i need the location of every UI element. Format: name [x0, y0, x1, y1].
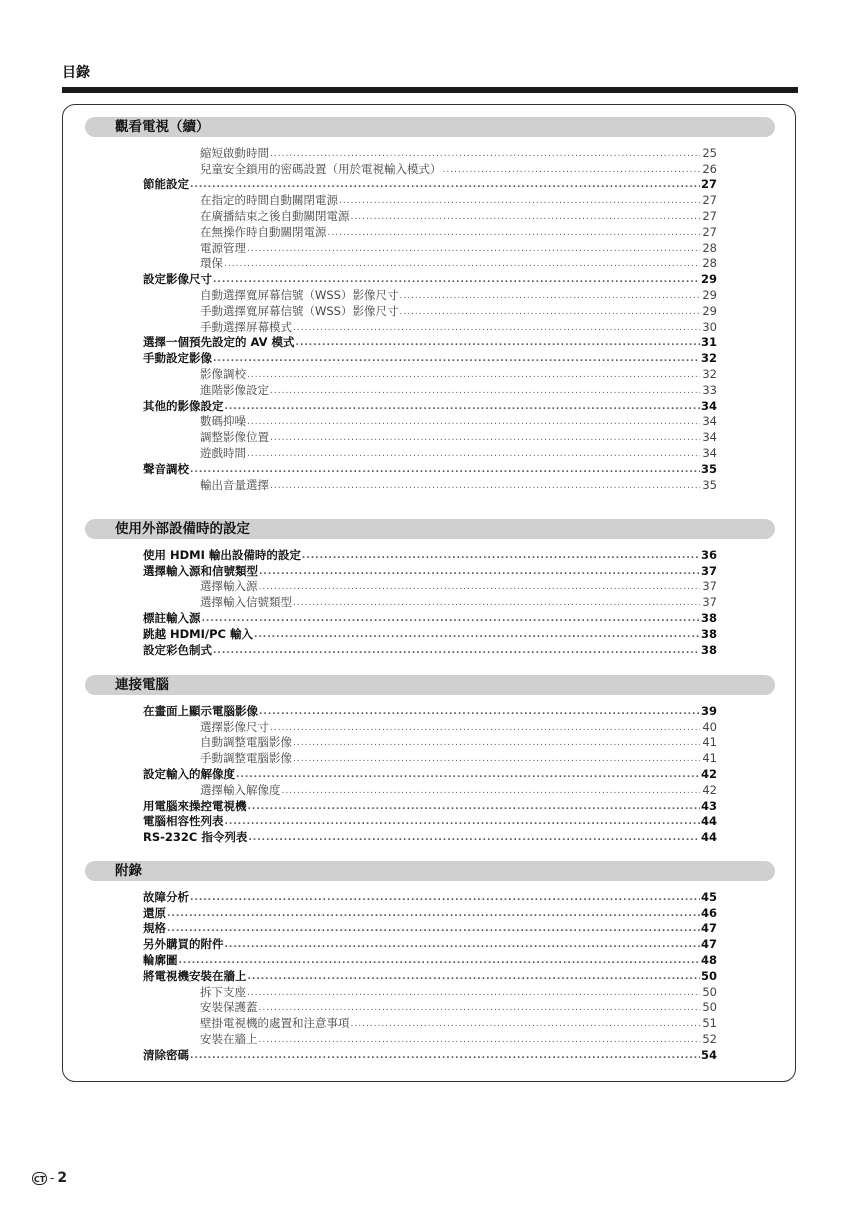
- dot-leader: [254, 629, 700, 641]
- dot-leader: [225, 401, 700, 413]
- toc-entry[interactable]: [143, 999, 717, 1015]
- toc-entry[interactable]: [143, 207, 717, 223]
- toc-entry-label: 選擇輸入源和信號類型: [143, 563, 258, 578]
- toc-entry[interactable]: [143, 967, 717, 983]
- dot-leader: [328, 227, 701, 239]
- toc-entry-label: 用電腦來操控電視機: [143, 798, 247, 813]
- toc-entry-label: 電腦相容性列表: [143, 814, 224, 829]
- dot-leader: [270, 722, 700, 734]
- toc-entry-page: 29: [702, 287, 717, 302]
- dot-leader: [270, 148, 700, 160]
- toc-entry[interactable]: [143, 641, 717, 657]
- toc-entry[interactable]: [143, 349, 717, 365]
- toc-entry[interactable]: [143, 223, 717, 239]
- toc-entry[interactable]: [143, 428, 717, 444]
- toc-entry-page: 51: [702, 1016, 717, 1031]
- dot-leader: [247, 987, 700, 999]
- toc-entry-page: 50: [700, 968, 717, 983]
- dot-leader: [247, 416, 700, 428]
- toc-entry-label: 選擇影像尺寸: [200, 719, 269, 734]
- dot-leader: [247, 369, 700, 381]
- toc-entry-label: 將電視機安裝在牆上: [143, 968, 247, 983]
- toc-entry-label: 調整影像位置: [200, 430, 269, 445]
- toc-entry-label: 安裝保護蓋: [200, 1000, 258, 1015]
- toc-entry-label: 選擇輸入源: [200, 579, 258, 594]
- toc-entry-label: 遊戲時間: [200, 445, 246, 460]
- toc-entry-label: 壁掛電視機的處置和注意事項: [200, 1016, 350, 1031]
- toc-entry-page: 27: [700, 177, 717, 192]
- toc-entry-page: 32: [700, 351, 717, 366]
- page-title: 目錄: [62, 65, 90, 81]
- toc-entry-page: 34: [702, 430, 717, 445]
- toc-entry-label: 選擇一個預先設定的 AV 模式: [143, 335, 295, 350]
- dot-leader: [399, 306, 700, 318]
- toc-entry-label: 規格: [143, 921, 166, 936]
- toc-entry-page: 47: [700, 937, 717, 952]
- dot-leader: [259, 581, 701, 593]
- toc-entry-page: 38: [700, 610, 717, 625]
- dot-leader: [270, 432, 700, 444]
- dot-leader: [190, 892, 700, 904]
- section-title: 使用外部設備時的設定: [115, 521, 250, 537]
- toc-entry[interactable]: [143, 365, 717, 381]
- toc-entry-page: 32: [702, 366, 717, 381]
- toc-entry-label: 自動調整電腦影像: [200, 735, 292, 750]
- toc-entry-label: 手動調整電腦影像: [200, 751, 292, 766]
- toc-entry-page: 52: [702, 1031, 717, 1046]
- section-entries: [143, 144, 717, 492]
- toc-entry-label: 清除密碼: [143, 1047, 189, 1062]
- toc-entry-page: 27: [702, 208, 717, 223]
- toc-entry-page: 34: [702, 414, 717, 429]
- section-header-bar: [85, 519, 775, 539]
- dot-leader: [302, 550, 700, 562]
- dot-leader: [270, 480, 700, 492]
- footer-separator: -: [50, 1171, 55, 1185]
- toc-entry-label: 安裝在牆上: [200, 1031, 258, 1046]
- toc-entry-page: 41: [702, 735, 717, 750]
- dot-leader: [167, 923, 700, 935]
- section-header-bar: [85, 675, 775, 695]
- toc-entry-label: RS-232C 指令列表: [143, 830, 248, 845]
- dot-leader: [259, 1002, 701, 1014]
- dot-leader: [293, 737, 700, 749]
- section-entries: [143, 546, 717, 657]
- toc-entry-page: 50: [702, 984, 717, 999]
- dot-leader: [248, 971, 700, 983]
- toc-entry-page: 44: [700, 830, 717, 845]
- toc-entry-label: 設定影像尺寸: [143, 272, 212, 287]
- dot-leader: [190, 464, 700, 476]
- dot-leader: [247, 448, 700, 460]
- toc-entry-label: 選擇輸入解像度: [200, 782, 281, 797]
- toc-entry[interactable]: [143, 951, 717, 967]
- toc-entry[interactable]: [143, 444, 717, 460]
- toc-entry[interactable]: [143, 609, 717, 625]
- toc-entry[interactable]: [143, 318, 717, 334]
- toc-entry-label: 選擇輸入信號類型: [200, 595, 292, 610]
- toc-entry-page: 28: [702, 256, 717, 271]
- toc-entry-label: 拆下支座: [200, 984, 246, 999]
- dot-leader: [259, 706, 700, 718]
- toc-entry-label: 其他的影像設定: [143, 398, 224, 413]
- toc-entry[interactable]: [143, 813, 717, 829]
- toc-entry[interactable]: [143, 255, 717, 271]
- toc-entry-label: 手動選擇寬屏幕信號（WSS）影像尺寸: [200, 303, 399, 318]
- dot-leader: [293, 322, 700, 334]
- toc-entry-label: 還原: [143, 905, 166, 920]
- toc-entry-page: 48: [700, 952, 717, 967]
- dot-leader: [296, 337, 700, 349]
- toc-entry-label: 聲音調校: [143, 461, 189, 476]
- toc-entry[interactable]: [143, 734, 717, 750]
- dot-leader: [179, 955, 700, 967]
- toc-entry-page: 45: [700, 889, 717, 904]
- toc-entry-page: 35: [700, 461, 717, 476]
- section-title: 連接電腦: [115, 677, 169, 693]
- toc-entry-page: 29: [702, 303, 717, 318]
- toc-entry-page: 42: [700, 766, 717, 781]
- toc-entry-label: 數碼抑噪: [200, 414, 246, 429]
- toc-entry-label: 縮短啟動時間: [200, 145, 269, 160]
- dot-leader: [259, 1034, 701, 1046]
- dot-leader: [213, 353, 700, 365]
- section-header-bar: [85, 861, 775, 881]
- toc-entry-page: 31: [700, 335, 717, 350]
- toc-entry[interactable]: [143, 828, 717, 844]
- toc-entry-label: 兒童安全鎖用的密碼設置（用於電視輸入模式）: [200, 161, 442, 176]
- toc-entry-page: 54: [700, 1047, 717, 1062]
- dot-leader: [224, 258, 700, 270]
- toc-entry[interactable]: [143, 562, 717, 578]
- dot-leader: [351, 1018, 701, 1030]
- dot-leader: [190, 1050, 700, 1062]
- toc-entry-page: 27: [702, 224, 717, 239]
- toc-entry-page: 39: [700, 703, 717, 718]
- toc-entry[interactable]: [143, 270, 717, 286]
- toc-entry-page: 35: [702, 477, 717, 492]
- toc-entry[interactable]: [143, 765, 717, 781]
- toc-entry[interactable]: [143, 781, 717, 797]
- toc-entry-page: 28: [702, 240, 717, 255]
- toc-entry-label: 手動選擇屏幕模式: [200, 319, 292, 334]
- dot-leader: [190, 179, 700, 191]
- title-rule: [62, 87, 798, 93]
- toc-entry-page: 40: [702, 719, 717, 734]
- toc-entry-page: 50: [702, 1000, 717, 1015]
- toc-entry[interactable]: [143, 160, 717, 176]
- toc-entry-label: 另外購買的附件: [143, 937, 224, 952]
- toc-entry[interactable]: [143, 983, 717, 999]
- toc-entry[interactable]: [143, 1046, 717, 1062]
- toc-entry-label: 在指定的時間自動關閉電源: [200, 193, 338, 208]
- toc-entry-page: 46: [700, 905, 717, 920]
- toc-entry-label: 輪廓圖: [143, 952, 178, 967]
- toc-entry-page: 36: [700, 547, 717, 562]
- dot-leader: [282, 785, 701, 797]
- dot-leader: [351, 211, 701, 223]
- toc-entry[interactable]: [143, 920, 717, 936]
- toc-entry-label: 手動設定影像: [143, 351, 212, 366]
- dot-leader: [293, 597, 700, 609]
- dot-leader: [225, 939, 700, 951]
- section-header-bar: [85, 117, 775, 137]
- toc-entry[interactable]: [143, 797, 717, 813]
- dot-leader: [225, 816, 700, 828]
- toc-entry[interactable]: [143, 239, 717, 255]
- dot-leader: [248, 832, 700, 844]
- dot-leader: [248, 801, 700, 813]
- toc-entry-page: 37: [700, 563, 717, 578]
- toc-entry-label: 節能設定: [143, 177, 189, 192]
- dot-leader: [293, 753, 700, 765]
- toc-entry[interactable]: [143, 578, 717, 594]
- toc-entry-label: 輸出音量選擇: [200, 477, 269, 492]
- toc-entry-page: 37: [702, 579, 717, 594]
- dot-leader: [259, 566, 700, 578]
- dot-leader: [167, 908, 700, 920]
- dot-leader: [236, 769, 700, 781]
- toc-entry-label: 故障分析: [143, 889, 189, 904]
- toc-entry-label: 標註輸入源: [143, 610, 201, 625]
- section-title: 觀看電視（續）: [115, 119, 210, 135]
- toc-entry-label: 影像調校: [200, 366, 246, 381]
- language-badge: CT: [32, 1172, 47, 1185]
- toc-entry[interactable]: [143, 176, 717, 192]
- toc-entry-page: 47: [700, 921, 717, 936]
- toc-entry[interactable]: [143, 702, 717, 718]
- toc-entry[interactable]: [143, 625, 717, 641]
- toc-entry[interactable]: [143, 413, 717, 429]
- toc-entry-label: 設定彩色制式: [143, 642, 212, 657]
- toc-entry[interactable]: [143, 888, 717, 904]
- toc-entry[interactable]: [143, 334, 717, 350]
- toc-entry-page: 44: [700, 814, 717, 829]
- page-footer: [32, 1170, 67, 1186]
- toc-entry-page: 38: [700, 626, 717, 641]
- toc-entry[interactable]: [143, 904, 717, 920]
- section-entries: [143, 888, 717, 1062]
- toc-entry-page: 27: [702, 193, 717, 208]
- toc-entry-label: 在廣播結束之後自動關閉電源: [200, 208, 350, 223]
- toc-entry-label: 設定輸入的解像度: [143, 766, 235, 781]
- toc-entry-label: 環保: [200, 256, 223, 271]
- toc-entry-page: 41: [702, 751, 717, 766]
- dot-leader: [270, 385, 700, 397]
- dot-leader: [213, 274, 700, 286]
- dot-leader: [399, 290, 700, 302]
- toc-entry-page: 25: [702, 145, 717, 160]
- toc-entry-page: 30: [702, 319, 717, 334]
- toc-entry-label: 跳越 HDMI/PC 輸入: [143, 626, 253, 641]
- toc-entry-label: 自動選擇寬屏幕信號（WSS）影像尺寸: [200, 287, 399, 302]
- toc-entry[interactable]: [143, 1014, 717, 1030]
- toc-entry[interactable]: [143, 935, 717, 951]
- toc-entry[interactable]: [143, 546, 717, 562]
- toc-entry[interactable]: [143, 749, 717, 765]
- toc-entry[interactable]: [143, 1030, 717, 1046]
- toc-entry-page: 33: [702, 382, 717, 397]
- toc-entry-page: 37: [702, 595, 717, 610]
- toc-entry-page: 43: [700, 798, 717, 813]
- toc-entry-page: 38: [700, 642, 717, 657]
- dot-leader: [443, 164, 701, 176]
- toc-frame: [62, 104, 796, 1082]
- dot-leader: [247, 243, 700, 255]
- toc-entry-label: 在無操作時自動關閉電源: [200, 224, 327, 239]
- dot-leader: [213, 645, 700, 657]
- toc-entry[interactable]: [143, 286, 717, 302]
- toc-entry-label: 在畫面上顯示電腦影像: [143, 703, 258, 718]
- toc-entry-label: 使用 HDMI 輸出設備時的設定: [143, 547, 301, 562]
- toc-entry-page: 34: [702, 445, 717, 460]
- toc-entry-label: 電源管理: [200, 240, 246, 255]
- dot-leader: [339, 195, 700, 207]
- toc-entry[interactable]: [143, 144, 717, 160]
- toc-entry-label: 進階影像設定: [200, 382, 269, 397]
- toc-entry[interactable]: [143, 191, 717, 207]
- toc-entry-page: 42: [702, 782, 717, 797]
- dot-leader: [202, 613, 700, 625]
- toc-entry[interactable]: [143, 593, 717, 609]
- toc-entry[interactable]: [143, 718, 717, 734]
- toc-entry[interactable]: [143, 302, 717, 318]
- page-number: 2: [57, 1170, 68, 1186]
- toc-entry[interactable]: [143, 460, 717, 476]
- toc-entry-page: 26: [702, 161, 717, 176]
- section-entries: [143, 702, 717, 844]
- toc-entry[interactable]: [143, 476, 717, 492]
- toc-entry[interactable]: [143, 381, 717, 397]
- toc-entry[interactable]: [143, 397, 717, 413]
- toc-entry-page: 34: [700, 398, 717, 413]
- toc-entry-page: 29: [700, 272, 717, 287]
- section-title: 附錄: [115, 863, 142, 879]
